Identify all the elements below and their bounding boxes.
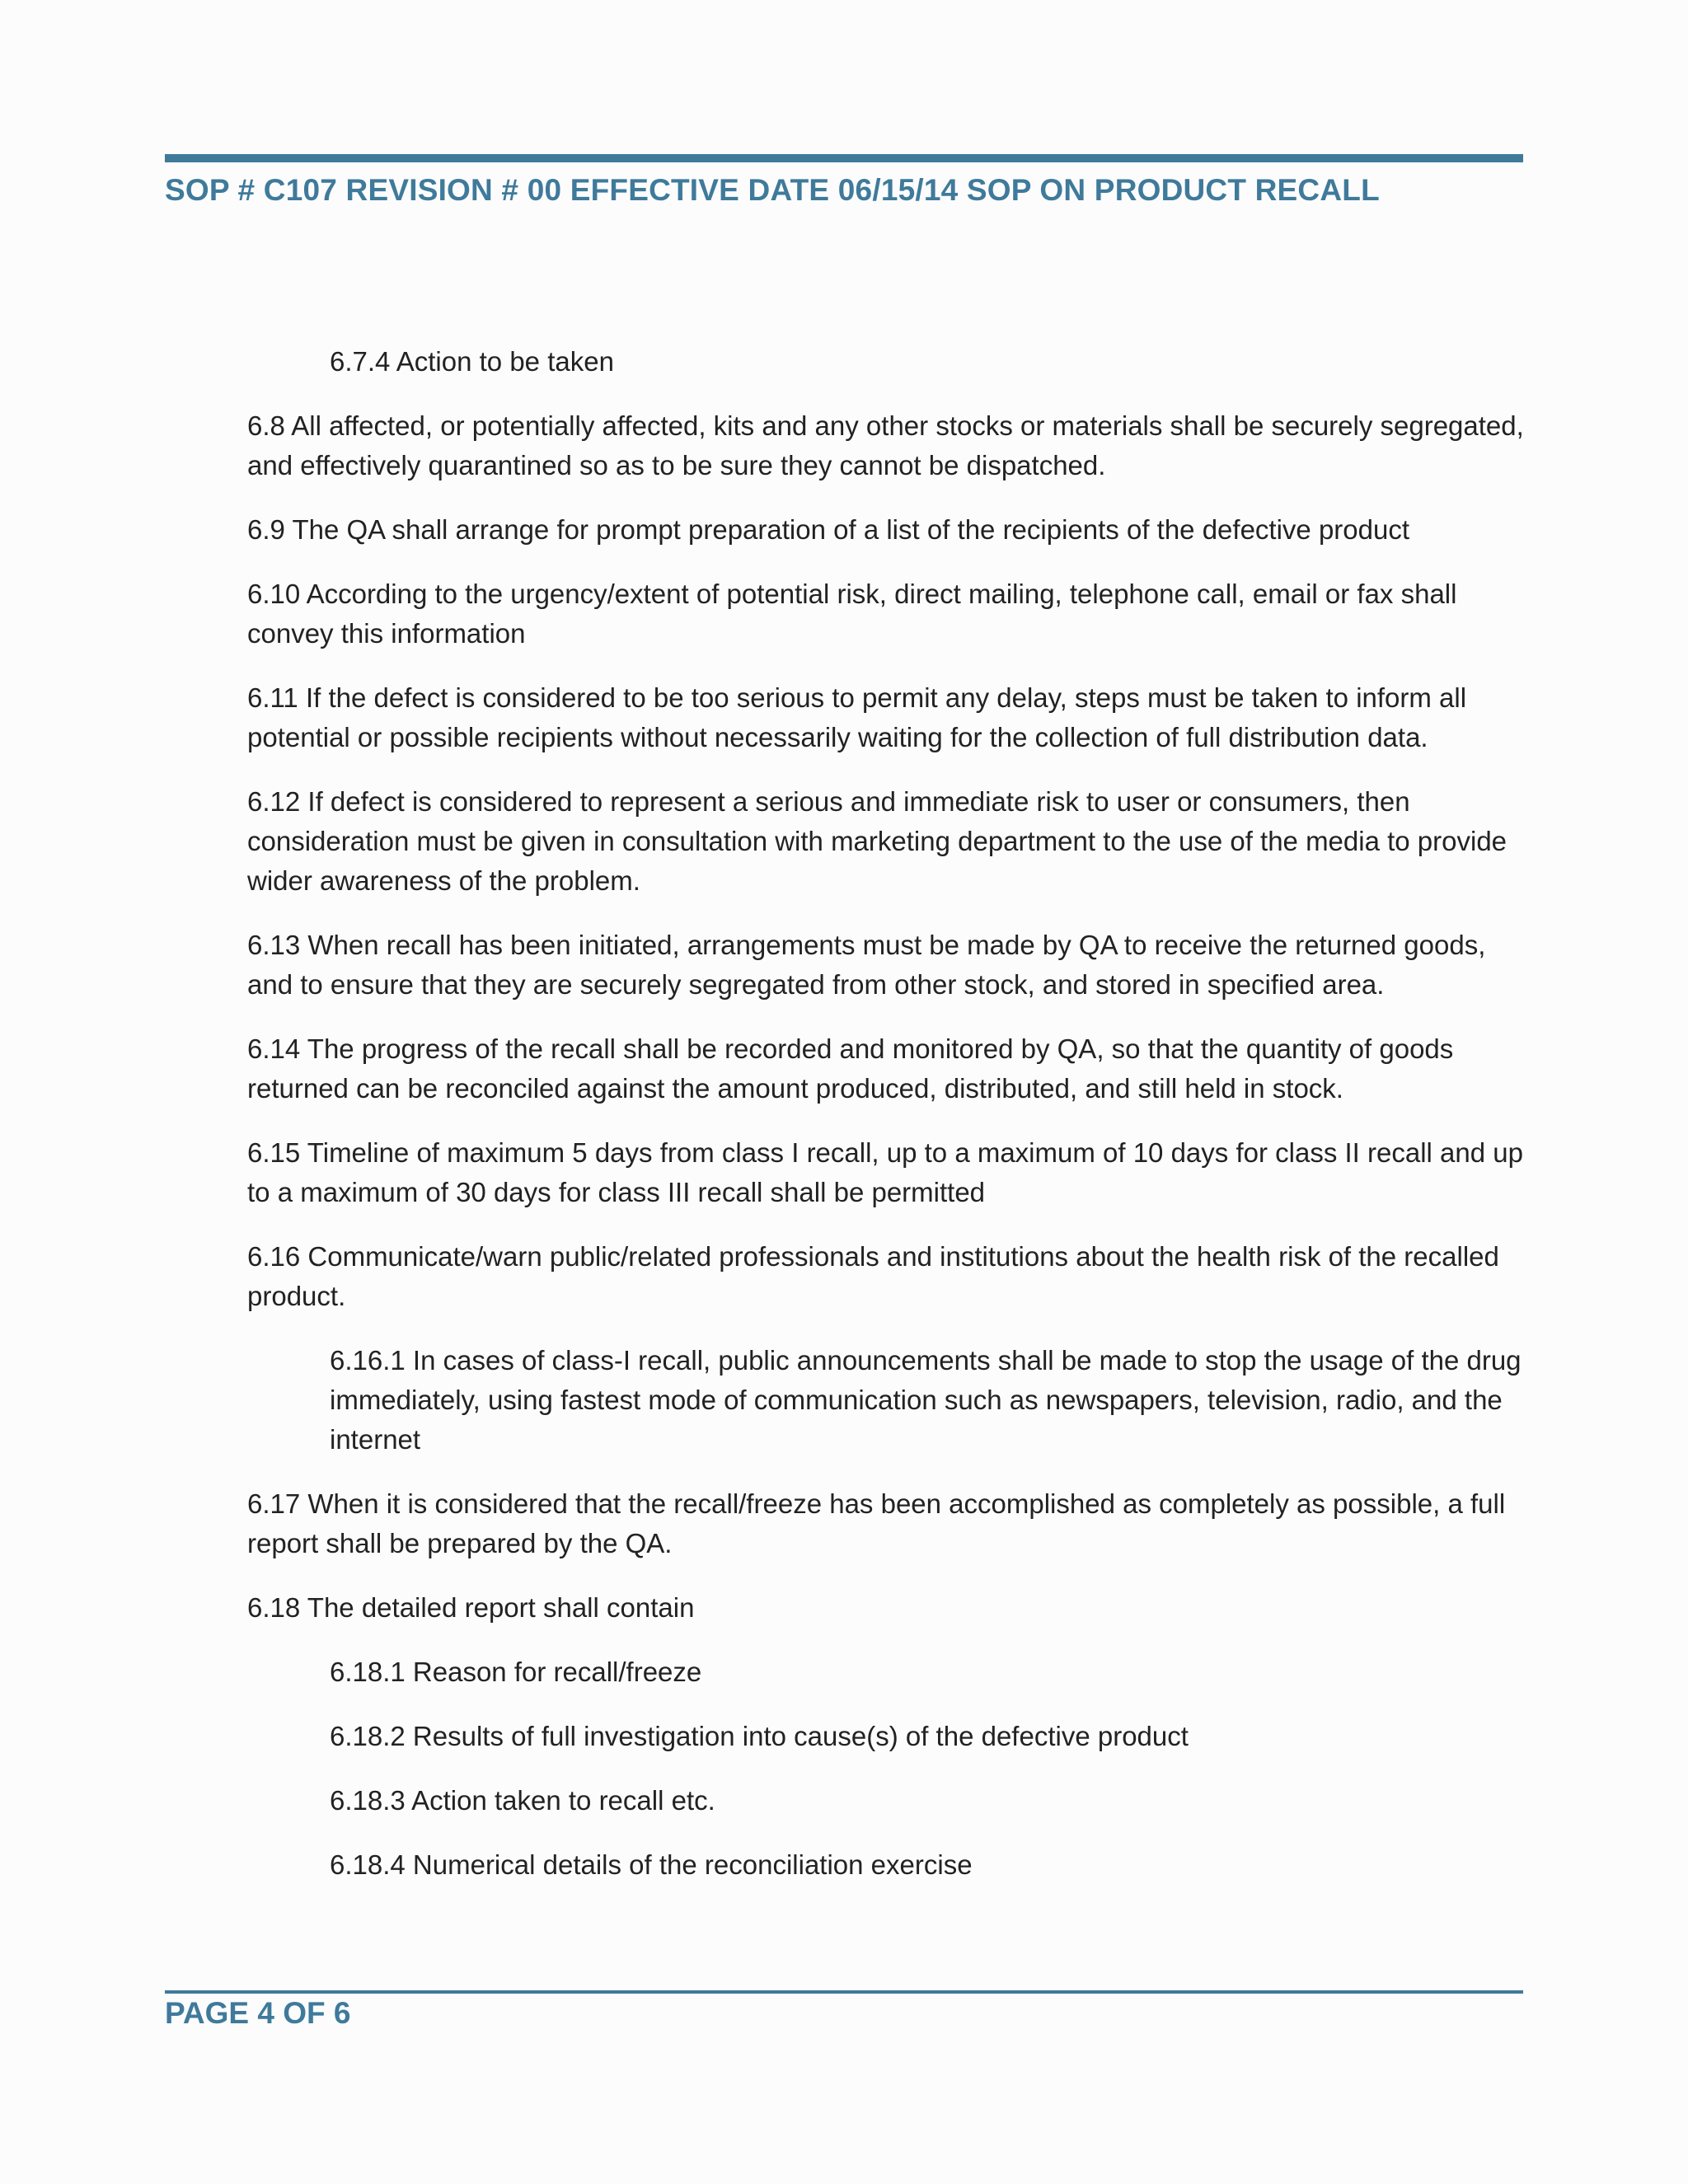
paragraph-6-9: 6.9 The QA shall arrange for prompt preparation of a list of the recipients of the defective product [247,514,1410,545]
paragraph-6-17: 6.17 When it is considered that the recall/freeze has been accomplished as completely as possible, a full report shall be prepared by the QA. [247,1488,1506,1558]
paragraph-6-18: 6.18 The detailed report shall contain [247,1592,695,1623]
paragraph-6-12: 6.12 If defect is considered to represent a serious and immediate risk to user or consumers, then consideration must be given in consultation with marketing department to the use of the media to provide wider awareness of the problem. [247,786,1507,896]
paragraph-6-10: 6.10 According to the urgency/extent of potential risk, direct mailing, telephone call, email or fax shall convey this information [247,579,1457,649]
paragraph-6-15: 6.15 Timeline of maximum 5 days from class I recall, up to a maximum of 10 days for class II recall and up to a maximum of 30 days for class III recall shall be permitted [247,1137,1523,1207]
paragraph-6-18-3: 6.18.3 Action taken to recall etc. [330,1785,715,1816]
paragraph-6-14: 6.14 The progress of the recall shall be recorded and monitored by QA, so that the quantity of goods returned can be reconciled against the amount produced, distributed, and still held in stock. [247,1033,1454,1104]
paragraph-6-16: 6.16 Communicate/warn public/related professionals and institutions about the health risk of the recalled product. [247,1241,1499,1311]
header-title: SOP # C107 REVISION # 00 EFFECTIVE DATE 06/15/14 SOP ON PRODUCT RECALL [165,173,1380,207]
paragraph-6-18-1: 6.18.1 Reason for recall/freeze [330,1657,702,1687]
paragraph-6-8: 6.8 All affected, or potentially affected, kits and any other stocks or materials shall be securely segregated, and effectively quarantined so as to be sure they cannot be dispatched. [247,410,1524,480]
paragraph-6-11: 6.11 If the defect is considered to be too serious to permit any delay, steps must be taken to inform all potential or possible recipients without necessarily waiting for the collection of full distribution data. [247,682,1467,752]
paragraph-6-16-1: 6.16.1 In cases of class-I recall, public announcements shall be made to stop the usage of the drug immediately, using fastest mode of communication such as newspapers, television, radio, and the internet [330,1345,1522,1455]
paragraph-6-13: 6.13 When recall has been initiated, arrangements must be made by QA to receive the returned goods, and to ensure that they are securely segregated from other stock, and stored in specified area. [247,930,1486,1000]
paragraph-6-18-2: 6.18.2 Results of full investigation into cause(s) of the defective product [330,1721,1189,1751]
paragraph-6-18-4: 6.18.4 Numerical details of the reconciliation exercise [330,1849,973,1880]
page-number: PAGE 4 OF 6 [165,1996,351,2030]
footer-rule [165,1990,1523,1994]
paragraph-6-7-4: 6.7.4 Action to be taken [330,346,614,377]
header-rule [165,154,1523,162]
document-body [247,342,1525,1910]
